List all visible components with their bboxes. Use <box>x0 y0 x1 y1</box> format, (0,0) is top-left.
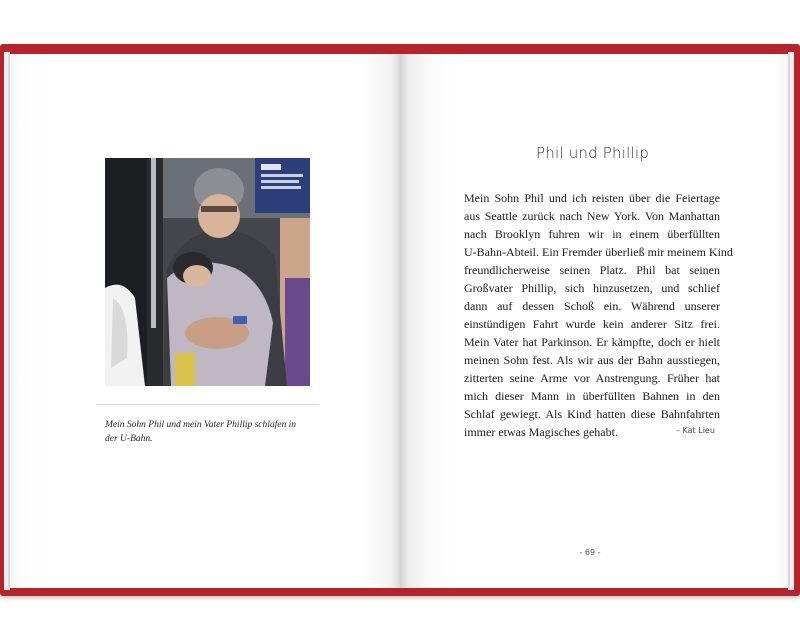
story-line: Mein Vater hat Parkinson. Er kämpfte, doch er hielt <box>464 335 720 349</box>
story-line: U-Bahn-Abteil. Ein Fremder überließ mir meinem Kind <box>464 245 733 259</box>
story-line: Großvater Phillip, sich hinzusetzen, und schlief <box>464 281 720 295</box>
caption-divider <box>96 404 319 405</box>
photo-caption: Mein Sohn Phil und mein Vater Phillip schlafen in der U-Bahn. <box>105 420 297 444</box>
page-number: - 69 - <box>579 548 601 557</box>
story-line: einstündigen Fahrt wurde kein anderer Sitz frei. <box>464 317 720 331</box>
chapter-title: Phil und Phillip <box>536 144 649 162</box>
story-text <box>464 189 733 441</box>
story-line: zitterten seine Arme vor Anstrengung. Früher hat <box>464 371 720 385</box>
story-line: aus Seattle zurück nach New York. Von Manhattan <box>464 209 720 223</box>
story-line: meinen Sohn fest. Als wir aus der Bahn ausstiegen, <box>464 353 720 367</box>
author-credit: – Kat Lieu <box>676 426 715 435</box>
subway-photo-illustration <box>105 158 310 386</box>
subway-photo <box>105 158 310 386</box>
story-line: nach Brooklyn fuhren wir in einem überfüllten <box>464 227 720 241</box>
story-line: dann auf dessen Schoß ein. Während unserer <box>464 299 720 313</box>
story-line: mich dieser Mann in überfüllten Bahnen in den <box>464 389 720 403</box>
story-line: Schlaf gewiegt. Als Kind hatten diese Bahnfahrten <box>464 407 720 421</box>
story-line-last: immer etwas Magisches gehabt. <box>464 425 618 439</box>
story-line: freundlicherweise seinen Platz. Phil bat seinen <box>464 263 720 277</box>
story-line: Mein Sohn Phil und ich reisten über die Feiertage <box>464 191 720 205</box>
